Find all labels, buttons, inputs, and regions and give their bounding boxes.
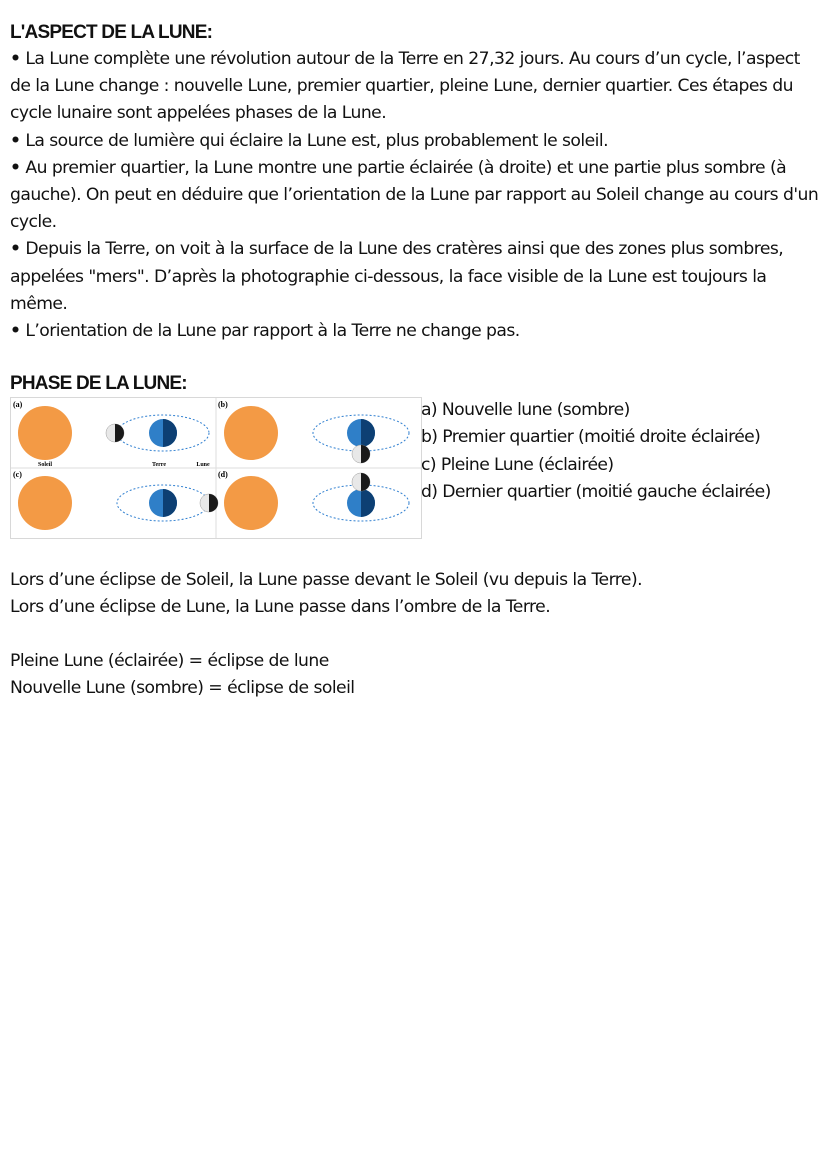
eclipse-solar-text: Lors d’une éclipse de Soleil, la Lune passe devant le Soleil (vu depuis la Terre). [10,570,643,591]
sun-c [18,476,72,530]
document-page [10,20,822,702]
moon-b [352,445,370,463]
moon-a [106,424,124,442]
aspect-bullet-text: Au premier quartier, la Lune montre une partie éclairée (à droite) et une partie plus sombre (à gauche). On peut en déduire que l’orientation de la Lune par rapport au Soleil change au cours d'un cycle. [10,157,819,233]
bullet-symbol: • [10,130,21,151]
panel-label-a: (a) [13,400,23,410]
aspect-bullet-text: La source de lumière qui éclaire la Lune est, plus probablement le soleil. [25,130,609,151]
eclipse-lunar-text: Lors d’une éclipse de Lune, la Lune passe dans l’ombre de la Terre. [10,597,551,618]
moon-phase-diagram [11,398,421,538]
caption-lune: Lune [196,462,210,469]
earth-b [347,419,375,447]
aspect-bullet-text: L’orientation de la Lune par rapport à la Terre ne change pas. [25,321,520,342]
earth-d [347,489,375,517]
panel-label-c: (c) [13,470,22,480]
aspect-bullet-text: La Lune complète une révolution autour de la Terre en 27,32 jours. Au cours d’un cycle, l’aspect de la Lune change : nouvelle Lune, premier quartier, pleine Lune, dernier quartier. Ces étapes du cycle lunaire sont appelées phases de la Lune. [10,49,800,124]
bullet-symbol: • [10,157,21,178]
sun-b [224,406,278,460]
legend-item-c: c) Pleine Lune (éclairée) [421,454,614,475]
aspect-bullet-4 [10,236,822,318]
bullet-symbol: • [10,321,21,342]
sun-a [18,406,72,460]
moon-d [352,473,370,491]
panel-label-b: (b) [218,400,228,410]
legend-item-b: b) Premier quartier (moitié droite éclairée) [421,427,761,448]
summary-full-moon: Pleine Lune (éclairée) = éclipse de lune [10,650,329,671]
phase-legend [421,397,828,506]
aspect-bullet-3 [10,155,822,237]
phase-section [10,397,822,539]
caption-terre: Terre [152,462,166,469]
aspect-bullet-2 [10,128,822,155]
caption-soleil: Soleil [37,462,53,469]
aspect-bullet-1 [10,46,822,128]
legend-item-d: d) Dernier quartier (moitié gauche éclairée) [421,481,771,502]
summary-new-moon: Nouvelle Lune (sombre) = éclipse de soleil [10,677,355,698]
panel-label-d: (d) [218,470,228,480]
aspect-heading: L'ASPECT DE LA LUNE: [10,22,213,43]
legend-item-a: a) Nouvelle lune (sombre) [421,400,630,421]
sun-d [224,476,278,530]
phase-heading: PHASE DE LA LUNE: [10,373,187,395]
aspect-bullet-text: Depuis la Terre, on voit à la surface de la Lune des cratères ainsi que des zones plus sombres, appelées "mers". D’après la photographie ci-dessous, la face visible de la Lune est toujours la même. [10,239,784,314]
moon-phase-figure [10,397,422,539]
bullet-symbol: • [10,239,21,260]
bullet-symbol: • [10,49,21,69]
moon-c [200,494,218,512]
aspect-bullet-5 [10,318,822,345]
earth-a [149,419,177,447]
earth-c [149,489,177,517]
